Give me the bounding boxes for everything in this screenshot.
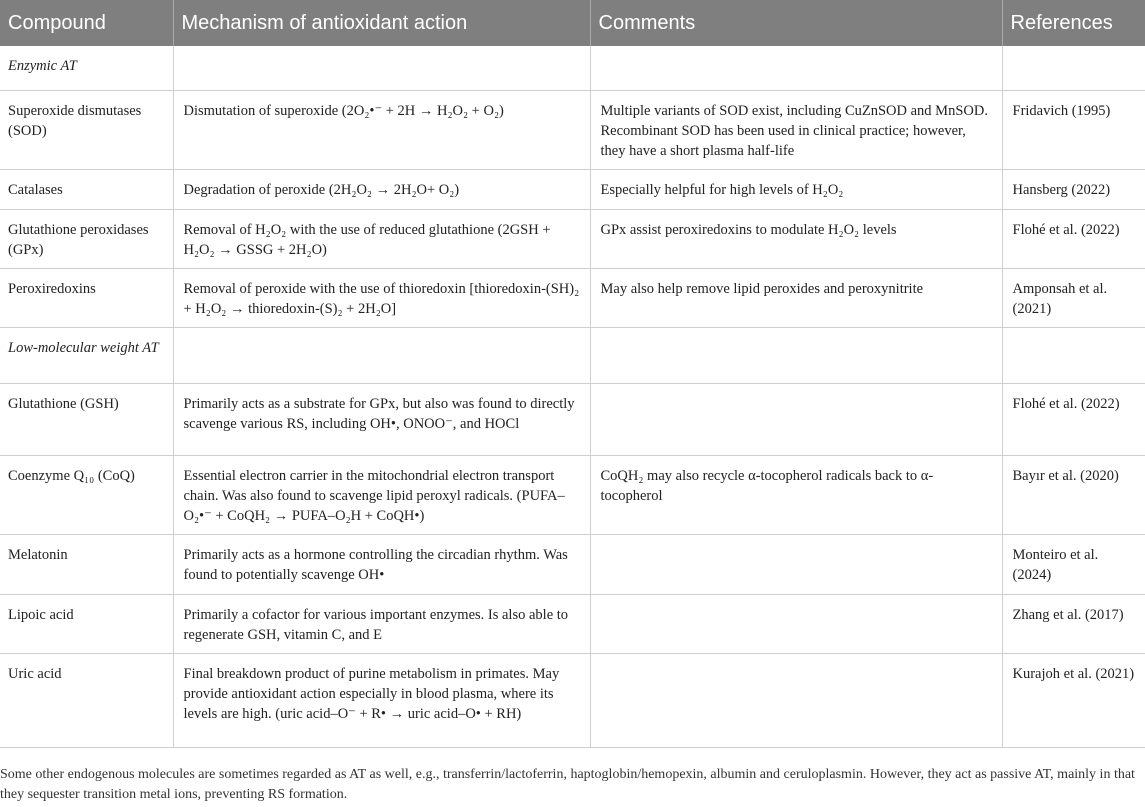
compound-cell: Melatonin — [0, 534, 173, 594]
reference-cell: Bayır et al. (2020) — [1002, 455, 1145, 534]
compound-cell: Coenzyme Q₁₀ (CoQ) — [0, 455, 173, 534]
mechanism-cell: Primarily a cofactor for various important enzymes. Is also able to regenerate GSH, vitamin C, and E — [173, 594, 590, 653]
table-row — [0, 169, 1145, 209]
compound-cell: Uric acid — [0, 653, 173, 747]
comments-cell — [590, 534, 1002, 594]
col-header-mechanism: Mechanism of antioxidant action — [173, 0, 590, 46]
reference-cell: Kurajoh et al. (2021) — [1002, 653, 1145, 747]
col-header-references: References — [1002, 0, 1145, 46]
table-row — [0, 594, 1145, 653]
header-row — [0, 0, 1145, 46]
table-row — [0, 209, 1145, 268]
reference-cell: Monteiro et al. (2024) — [1002, 534, 1145, 594]
compound-cell: Catalases — [0, 169, 173, 209]
comments-cell — [590, 383, 1002, 455]
compound-cell: Superoxide dismutases (SOD) — [0, 90, 173, 169]
section-row — [0, 46, 1145, 90]
compound-cell: Peroxiredoxins — [0, 268, 173, 327]
comments-cell: CoQH₂ may also recycle α-tocopherol radicals back to α-tocopherol — [590, 455, 1002, 534]
reference-cell: Zhang et al. (2017) — [1002, 594, 1145, 653]
table-row — [0, 268, 1145, 327]
comments-cell: GPx assist peroxiredoxins to modulate H₂O₂ levels — [590, 209, 1002, 268]
mechanism-cell: Primarily acts as a hormone controlling the circadian rhythm. Was found to potentially scavenge OH• — [173, 534, 590, 594]
reference-cell: Flohé et al. (2022) — [1002, 383, 1145, 455]
table-row — [0, 90, 1145, 169]
table-row — [0, 455, 1145, 534]
mechanism-cell: Removal of H₂O₂ with the use of reduced glutathione (2GSH + H₂O₂ → GSSG + 2H₂O) — [173, 209, 590, 268]
table-row — [0, 653, 1145, 747]
comments-cell — [590, 653, 1002, 747]
mechanism-cell: Final breakdown product of purine metabolism in primates. May provide antioxidant action especially in blood plasma, where its levels are high. (uric acid–O⁻ + R• → uric acid–O• + RH) — [173, 653, 590, 747]
compound-cell: Glutathione peroxidases (GPx) — [0, 209, 173, 268]
col-header-compound: Compound — [0, 0, 173, 46]
compound-cell: Lipoic acid — [0, 594, 173, 653]
reference-cell: Fridavich (1995) — [1002, 90, 1145, 169]
comments-cell: May also help remove lipid peroxides and peroxynitrite — [590, 268, 1002, 327]
table-footnote: Some other endogenous molecules are sometimes regarded as AT as well, e.g., transferrin/lactoferrin, haptoglobin/hemopexin, albumin and ceruloplasmin. However, they act as passive AT, mainly in that they sequester transition metal ions, preventing RS formation. — [0, 767, 1135, 802]
reference-cell: Flohé et al. (2022) — [1002, 209, 1145, 268]
section-label: Low-molecular weight AT — [0, 327, 173, 383]
mechanism-cell: Essential electron carrier in the mitochondrial electron transport chain. Was also found to scavenge lipid peroxyl radicals. (PUFA–O₂•⁻ + CoQH₂ → PUFA–O₂H + CoQH•) — [173, 455, 590, 534]
col-header-comments: Comments — [590, 0, 1002, 46]
section-label: Enzymic AT — [0, 46, 173, 90]
comments-cell: Especially helpful for high levels of H₂O₂ — [590, 169, 1002, 209]
comments-cell — [590, 594, 1002, 653]
reference-cell: Hansberg (2022) — [1002, 169, 1145, 209]
section-row — [0, 327, 1145, 383]
comments-cell: Multiple variants of SOD exist, including CuZnSOD and MnSOD. Recombinant SOD has been used in clinical practice; however, they have a short plasma half-life — [590, 90, 1002, 169]
mechanism-cell: Primarily acts as a substrate for GPx, but also was found to directly scavenge various RS, including OH•, ONOO⁻, and HOCl — [173, 383, 590, 455]
table-row — [0, 383, 1145, 455]
reference-cell: Amponsah et al. (2021) — [1002, 268, 1145, 327]
mechanism-cell: Removal of peroxide with the use of thioredoxin [thioredoxin-(SH)₂ + H₂O₂ → thioredoxin-(S)₂ + 2H₂O] — [173, 268, 590, 327]
compound-cell: Glutathione (GSH) — [0, 383, 173, 455]
mechanism-cell: Dismutation of superoxide (2O₂•⁻ + 2H → H₂O₂ + O₂) — [173, 90, 590, 169]
mechanism-cell: Degradation of peroxide (2H₂O₂ → 2H₂O+ O₂) — [173, 169, 590, 209]
table-row — [0, 534, 1145, 594]
